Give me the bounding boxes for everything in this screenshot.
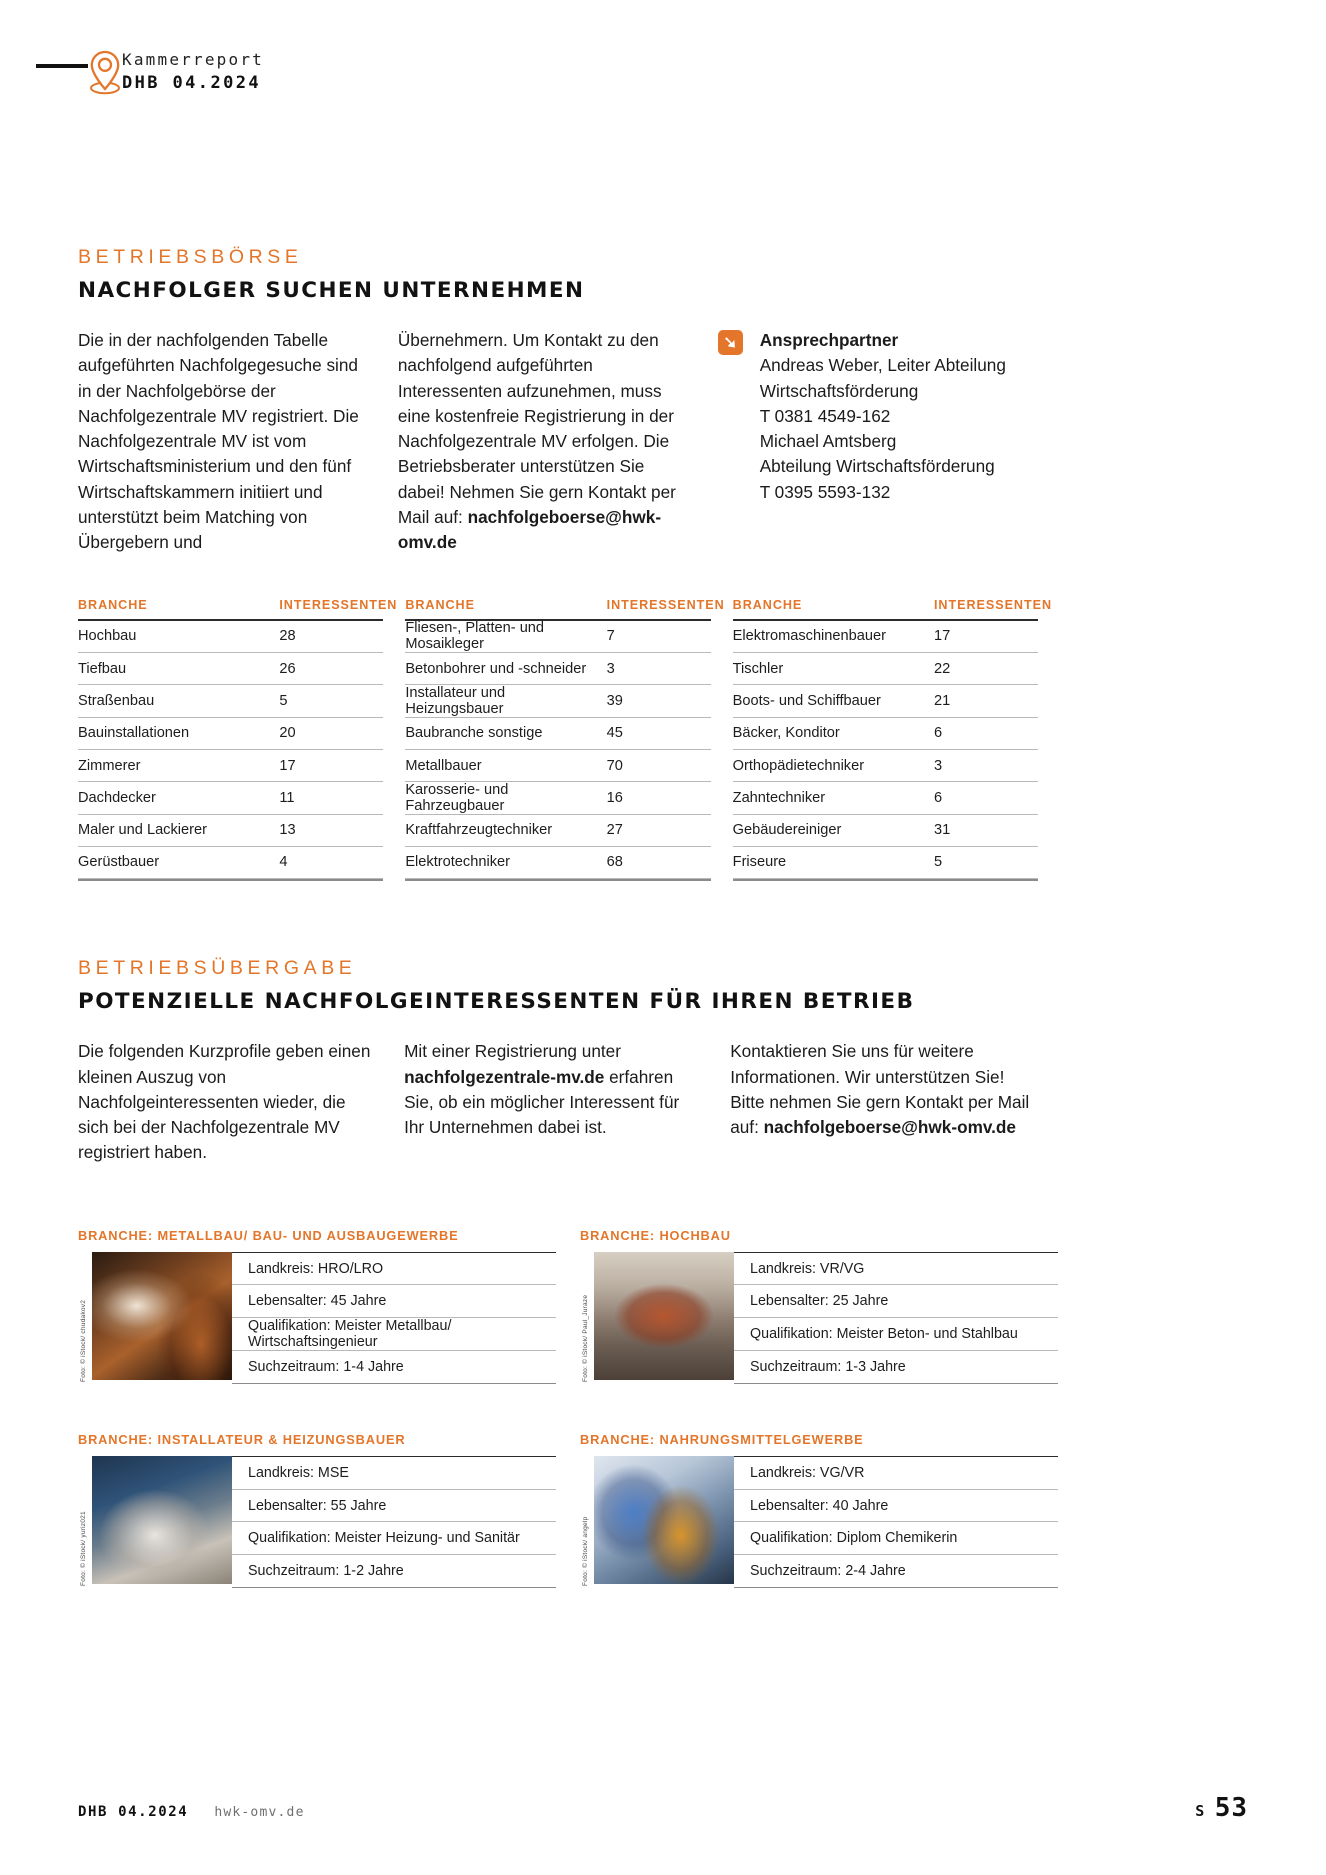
profile-detail-row: Landkreis: VR/VG (734, 1252, 1058, 1286)
section-one-intro (78, 328, 1038, 556)
cell-interessenten: 17 (933, 628, 951, 645)
footer-url[interactable]: hwk-omv.de (214, 1805, 305, 1820)
section-one-title: NACHFOLGER SUCHEN UNTERNEHMEN (78, 278, 585, 303)
cell-branche: Dachdecker (78, 789, 156, 806)
intro2-middle-post: erfahren Sie, ob ein möglicher Interessent für Ihr Unternehmen dabei ist. (404, 1066, 680, 1138)
cell-branche: Gebäudereiniger (732, 822, 842, 839)
table-row (405, 653, 710, 685)
table-row (78, 847, 383, 879)
table-row (78, 653, 383, 685)
contact-line-2: T 0381 4549-162 (759, 405, 891, 426)
branche-interessenten-table (78, 597, 1052, 882)
profile-detail-row: Qualifikation: Meister Metallbau/ Wirtschaftsingenieur (232, 1318, 556, 1351)
cell-branche: Bäcker, Konditor (732, 725, 840, 742)
cell-interessenten: 20 (279, 725, 296, 742)
content-area (78, 246, 1052, 1636)
profile-detail-row: Suchzeitraum: 1-4 Jahre (232, 1351, 556, 1384)
cell-interessenten: 27 (606, 822, 623, 839)
cell-interessenten: 3 (933, 757, 943, 774)
cell-interessenten: 13 (279, 822, 296, 839)
cell-interessenten: 31 (933, 822, 951, 839)
contact-block (718, 328, 1038, 556)
footer-right (1195, 1793, 1248, 1823)
table-bottom-rule (405, 879, 710, 881)
cell-branche: Zimmerer (78, 757, 141, 774)
stat-column-1 (405, 597, 725, 882)
laboratory-photo (594, 1456, 734, 1584)
photo-credit-text: Foto: © iStock/ yuriz021 (80, 1511, 87, 1587)
profile-card-branche-label: BRANCHE: METALLBAU/ BAU- UND AUSBAUGEWERBE (78, 1227, 459, 1243)
masthead-text (122, 50, 264, 95)
table-row (78, 782, 383, 814)
profile-card (78, 1432, 556, 1588)
cell-interessenten: 3 (606, 660, 615, 677)
table-bottom-rule (733, 879, 1038, 881)
profile-card-body (78, 1456, 556, 1588)
location-pin-icon (85, 48, 125, 96)
profile-card-branche-label: BRANCHE: NAHRUNGSMITTELGEWERBE (580, 1431, 864, 1447)
intro2-column-left (78, 1039, 372, 1165)
table-row (78, 685, 383, 717)
cell-branche: Fliesen-, Platten- und Mosaikleger (405, 620, 545, 653)
cell-interessenten: 11 (279, 789, 295, 806)
profile-card-rows (734, 1252, 1058, 1384)
cell-interessenten: 5 (933, 854, 943, 871)
footer-page-number: 53 (1214, 1793, 1248, 1823)
profile-card-branche-label: BRANCHE: INSTALLATEUR & HEIZUNGSBAUER (78, 1431, 406, 1447)
profile-detail-row: Suchzeitraum: 1-2 Jahre (232, 1555, 556, 1588)
table-row (733, 621, 1038, 653)
profile-detail-row: Landkreis: VG/VR (734, 1456, 1058, 1490)
profile-detail-row: Landkreis: HRO/LRO (232, 1252, 556, 1286)
table-row (78, 718, 383, 750)
arrow-down-right-icon (718, 330, 743, 355)
cell-interessenten: 22 (933, 660, 951, 677)
profile-card (78, 1228, 556, 1384)
table-row (405, 750, 710, 782)
profile-detail-row: Suchzeitraum: 1-3 Jahre (734, 1351, 1058, 1384)
cell-interessenten: 4 (279, 854, 288, 871)
cell-branche: Gerüstbauer (78, 854, 160, 871)
table-row (733, 750, 1038, 782)
cell-interessenten: 45 (606, 725, 623, 742)
cell-branche: Metallbauer (405, 757, 482, 774)
table-row (733, 815, 1038, 847)
footer-left (78, 1804, 305, 1820)
profile-detail-row: Qualifikation: Meister Heizung- und Sanitär (232, 1522, 556, 1555)
stat-column-2 (732, 597, 1052, 882)
cell-interessenten: 6 (933, 789, 943, 806)
table-row (405, 718, 710, 750)
bricklaying-photo (594, 1252, 734, 1380)
cell-branche: Bauinstallationen (78, 725, 190, 742)
cell-branche: Zahntechniker (732, 789, 826, 806)
profile-card-body (580, 1456, 1058, 1588)
header-branche: BRANCHE (732, 597, 803, 612)
cell-interessenten: 26 (279, 660, 296, 677)
profile-card-body (580, 1252, 1058, 1384)
intro2-paragraph-middle (404, 1039, 698, 1140)
profile-detail-row: Lebensalter: 40 Jahre (734, 1490, 1058, 1523)
section-two-kicker: BETRIEBSÜBERGABE (78, 957, 357, 980)
cell-branche: Friseure (732, 854, 787, 871)
intro2-middle-pre: Mit einer Registrierung unter (404, 1041, 621, 1062)
profile-cards-grid (78, 1228, 1058, 1636)
photo-credit (78, 1456, 92, 1588)
intro-column-left (78, 328, 366, 556)
cell-branche: Boots- und Schiffbauer (732, 692, 881, 709)
intro2-paragraph-right (730, 1039, 1038, 1140)
table-bottom-rule (78, 879, 383, 881)
header-interessenten: INTERESSENTEN (933, 597, 1052, 612)
profile-card (580, 1432, 1058, 1588)
intro-column-middle (398, 328, 686, 556)
masthead-kicker: Kammerreport (122, 50, 264, 69)
table-row (733, 847, 1038, 879)
nachfolgezentrale-link[interactable]: nachfolgezentrale-mv.de (404, 1066, 605, 1087)
profile-detail-row: Landkreis: MSE (232, 1456, 556, 1490)
stat-column-0 (78, 597, 398, 882)
photo-credit-text: Foto: © iStock/ chudakov2 (80, 1299, 87, 1382)
cell-branche: Straßenbau (78, 692, 155, 709)
profile-detail-row: Qualifikation: Meister Beton- und Stahlbau (734, 1318, 1058, 1351)
header-branche: BRANCHE (78, 597, 148, 612)
header-interessenten: INTERESSENTEN (606, 597, 725, 612)
cell-branche: Elektrotechniker (405, 854, 510, 871)
cell-branche: Elektromaschinenbauer (732, 628, 886, 645)
table-row (78, 750, 383, 782)
footer-page-prefix: S (1195, 1802, 1206, 1820)
cell-interessenten: 16 (606, 789, 623, 806)
contact-line-0: Andreas Weber, Leiter Abteilung (759, 355, 1006, 376)
intro-paragraph-left: Die in der nachfolgenden Tabelle aufgeführten Nachfolgegesuche sind in der Nachfolgebörse der Nachfolgezentrale MV registriert. Die Nachfolgezentrale MV ist vom Wirtschaftsministerium und den fünf Wirtschaftskammern initiiert und unterstützt beim Matching von Übergebern und (78, 330, 359, 553)
cell-branche: Hochbau (78, 628, 137, 645)
table-row (733, 718, 1038, 750)
table-row (405, 847, 710, 879)
cell-interessenten: 70 (606, 757, 623, 774)
profile-card-rows (232, 1252, 556, 1384)
table-row (78, 621, 383, 653)
profile-detail-row: Lebensalter: 55 Jahre (232, 1490, 556, 1523)
table-row (405, 621, 710, 653)
table-row (405, 815, 710, 847)
header-branche: BRANCHE (405, 597, 475, 612)
section-two-intro (78, 1039, 1038, 1165)
intro2-column-right (730, 1039, 1038, 1165)
profile-card-rows (232, 1456, 556, 1588)
profile-detail-row: Suchzeitraum: 2-4 Jahre (734, 1555, 1058, 1588)
profile-card-body (78, 1252, 556, 1384)
cell-branche: Baubranche sonstige (405, 725, 543, 742)
cell-interessenten: 7 (606, 628, 615, 645)
table-row (733, 782, 1038, 814)
page-footer (78, 1793, 1248, 1823)
cell-branche: Betonbohrer und -schneider (405, 660, 587, 677)
table-row (405, 685, 710, 717)
photo-credit (580, 1456, 594, 1588)
nachfolgeboerse-email[interactable]: nachfolgeboerse@hwk-omv.de (397, 506, 662, 553)
profile-detail-row: Lebensalter: 25 Jahre (734, 1285, 1058, 1318)
cell-branche: Kraftfahrzeugtechniker (405, 822, 553, 839)
photo-credit-text: Foto: © iStock/ Paul_Juraze (582, 1294, 589, 1382)
contact-line-3: Michael Amtsberg (759, 431, 897, 452)
profile-card-rows (734, 1456, 1058, 1588)
profile-detail-row: Qualifikation: Diplom Chemikerin (734, 1522, 1058, 1555)
cell-interessenten: 6 (933, 725, 943, 742)
stat-column-header (732, 597, 1052, 619)
cell-interessenten: 5 (279, 692, 288, 709)
intro2-paragraph-left: Die folgenden Kurzprofile geben einen kleinen Auszug von Nachfolgeinteressenten wieder, die sich bei der Nachfolgezentrale MV registriert haben. (78, 1041, 371, 1163)
cell-interessenten: 39 (606, 692, 623, 709)
header-interessenten: INTERESSENTEN (279, 597, 398, 612)
cell-interessenten: 68 (606, 854, 623, 871)
contact-line-1: Wirtschaftsförderung (759, 380, 919, 401)
table-row (405, 782, 710, 814)
masthead (0, 26, 1326, 93)
section-two-title: POTENZIELLE NACHFOLGEINTERESSENTEN FÜR IHREN BETRIEB (78, 989, 915, 1015)
photo-credit (78, 1252, 92, 1384)
intro2-right-pre: Kontaktieren Sie uns für weitere Informationen. Wir unterstützen Sie! Bitte nehmen Sie gern Kontakt per Mail auf: (730, 1041, 1030, 1138)
intro-paragraph-middle (398, 328, 686, 556)
photo-credit (580, 1252, 594, 1384)
plumbing-photo (92, 1456, 232, 1584)
cell-branche: Tischler (732, 660, 784, 677)
cell-branche: Maler und Lackierer (78, 822, 207, 839)
table-row (733, 685, 1038, 717)
stat-column-header (405, 597, 725, 619)
cell-interessenten: 21 (933, 692, 951, 709)
contact-heading: Ansprechpartner (759, 330, 899, 350)
cell-interessenten: 17 (279, 757, 296, 774)
cell-branche: Tiefbau (78, 660, 127, 677)
masthead-issue: DHB 04.2024 (122, 73, 261, 93)
footer-issue: DHB 04.2024 (78, 1804, 189, 1820)
section-one-kicker: BETRIEBSBÖRSE (78, 246, 303, 268)
table-row (733, 653, 1038, 685)
cell-branche: Installateur und Heizungsbauer (405, 684, 506, 717)
contact-line-5: T 0395 5593-132 (759, 481, 891, 502)
intro-paragraph-middle-text: Übernehmern. Um Kontakt zu den nachfolgend aufgeführten Interessenten aufzunehmen, muss eine kostenfreie Registrierung in der Nachfolgezentrale MV erfolgen. Die Betriebsberater unterstützen Sie dabei! Nehmen Sie gern Kontakt per Mail auf: (397, 330, 676, 527)
photo-credit-text: Foto: © iStock/ angelp (582, 1516, 589, 1587)
metalwork-photo (92, 1252, 232, 1380)
cell-interessenten: 28 (279, 628, 296, 645)
stat-column-header (78, 597, 398, 619)
cell-branche: Orthopädietechniker (732, 757, 865, 774)
contact-line-4: Abteilung Wirtschaftsförderung (759, 456, 995, 477)
profile-card (580, 1228, 1058, 1384)
intro2-column-middle (404, 1039, 698, 1165)
masthead-rule (36, 64, 88, 68)
profile-detail-row: Lebensalter: 45 Jahre (232, 1285, 556, 1318)
table-row (78, 815, 383, 847)
nachfolgeboerse-email-2[interactable]: nachfolgeboerse@hwk-omv.de (763, 1117, 1016, 1138)
cell-branche: Karosserie- und Fahrzeugbauer (405, 781, 509, 814)
profile-card-branche-label: BRANCHE: HOCHBAU (580, 1227, 731, 1243)
